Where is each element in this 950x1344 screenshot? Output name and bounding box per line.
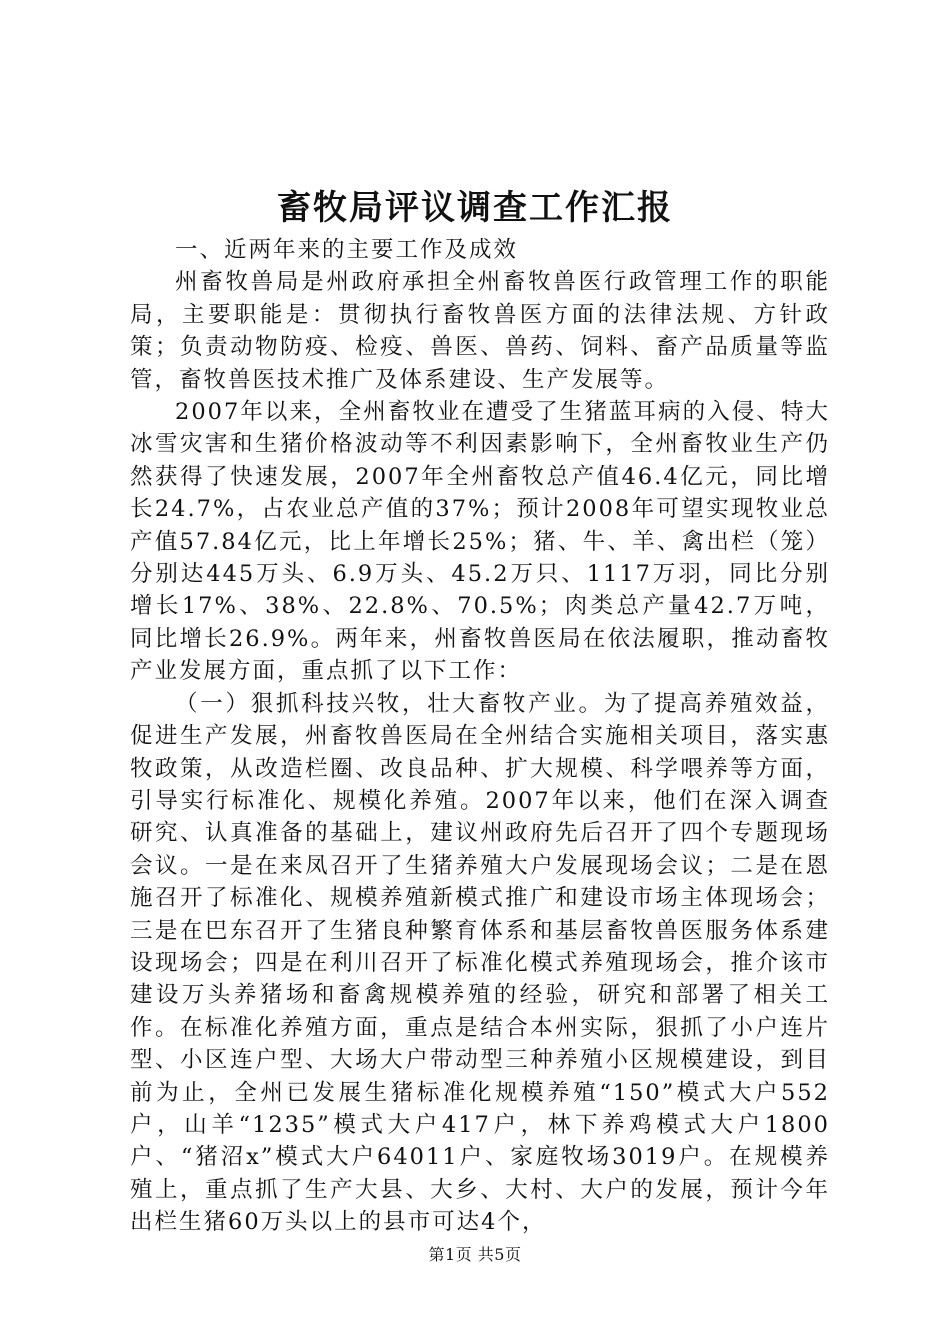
page-footer: 第1页 共5页	[428, 1245, 522, 1264]
section-heading: 一、近两年来的主要工作及成效	[175, 237, 519, 263]
paragraph: 2007年以来，全州畜牧业在遭受了生猪蓝耳病的入侵、特大冰雪灾害和生猪价格波动等不利因素影响下，全州畜牧业生产仍然获得了快速发展，2007年全州畜牧总产值46.4亿元，同比增长24.7%，占农业总产值的37%；预计2008年可望实现牧业总产值57.84亿元，比上年增长25%；猪、牛、羊、禽出栏（笼）分别达445万头、6.9万头、45.2万只、1117万羽，同比分别增长17%、38%、22.8%、70.5%；肉类总产量42.7万吨，同比增长26.9%。两年来，州畜牧兽医局在依法履职，推动畜牧产业发展方面，重点抓了以下工作：	[130, 399, 830, 685]
paragraph: 州畜牧兽局是州政府承担全州畜牧兽医行政管理工作的职能局，主要职能是：贯彻执行畜牧兽医方面的法律法规、方针政策；负责动物防疫、检疫、兽医、兽药、饲料、畜产品质量等监管，畜牧兽医技术推广及体系建设、生产发展等。	[130, 269, 830, 393]
paragraph: （一）狠抓科技兴牧，壮大畜牧产业。为了提高养殖效益，促进生产发展，州畜牧兽医局在全州结合实施相关项目，落实惠牧政策，从改造栏圈、改良品种、扩大规模、科学喂养等方面，引导实行标准化、规模化养殖。2007年以来，他们在深入调查研究、认真准备的基础上，建议州政府先后召开了四个专题现场会议。一是在来凤召开了生猪养殖大户发展现场会议；二是在恩施召开了标准化、规模养殖新模式推广和建设市场主体现场会；三是在巴东召开了生猪良种繁育体系和基层畜牧兽医服务体系建设现场会；四是在利川召开了标准化模式养殖现场会，推介该市建设万头养猪场和畜禽规模养殖的经验，研究和部署了相关工作。在标准化养殖方面，重点是结合本州实际，狠抓了小户连片型、小区连户型、大场大户带动型三种养殖小区规模建设，到目前为止，全州已发展生猪标准化规模养殖“150”模式大户552户，山羊“1235”模式大户417户，林下养鸡模式大户1800户、“猪沼x”模式大户64011户、家庭牧场3019户。在规模养殖上，重点抓了生产大县、大乡、大村、大户的发展，预计今年出栏生猪60万头以上的县市可达4个，	[130, 690, 830, 1236]
document-title: 畜牧局评议调查工作汇报	[277, 188, 673, 228]
document-body	[130, 234, 830, 1239]
